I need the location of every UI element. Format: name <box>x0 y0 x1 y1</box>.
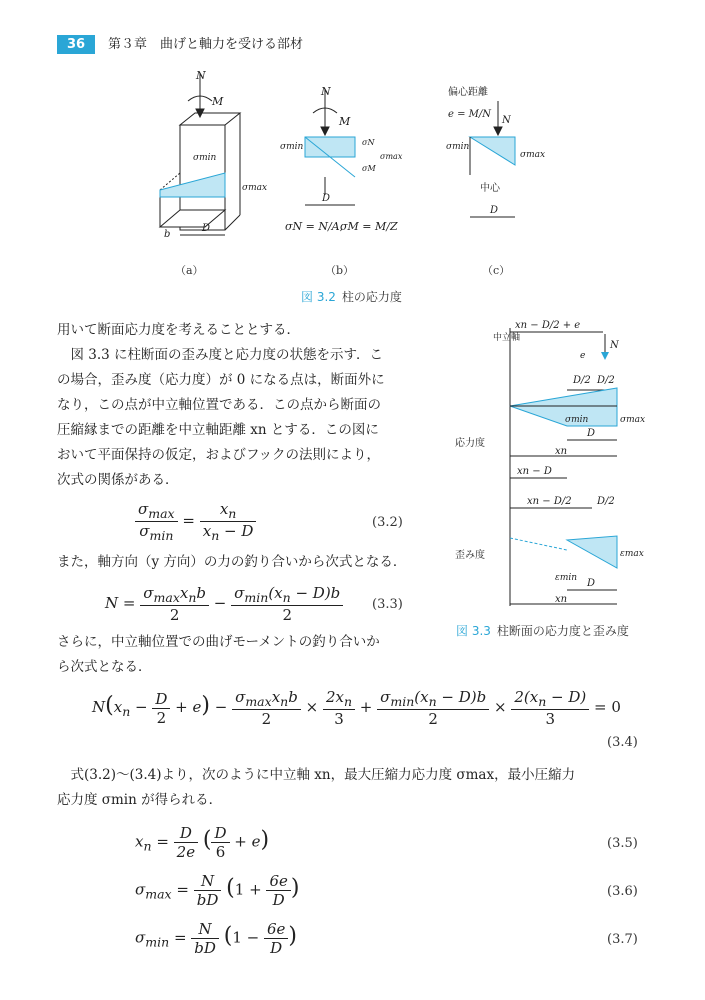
equation-number-3-7: (3.7) <box>607 932 638 947</box>
equation-3-7: $\sigma_{min}$ = $\frac{N}{bD}$ (1 − $\frac{6e}{D}$ ) <box>135 920 297 957</box>
label-D-3-3-2: D <box>587 578 596 589</box>
label-strain: 歪み度 <box>455 550 485 561</box>
paragraph-2-line-3: なり，この点が中立軸位置である．この点から断面の <box>57 397 381 413</box>
label-sigma-N: σN <box>362 138 375 147</box>
equation-3-3: N = $\frac{\sigma_{max}x_nb}{2}$ − $\frac{\sigma_{min}(x_n - D)b}{2}$ <box>105 584 343 624</box>
label-b-a: b <box>164 229 171 240</box>
equation-number-3-4: (3.4) <box>607 735 638 750</box>
label-N-a: N <box>196 69 206 82</box>
label-sigma-max-a: σmax <box>242 183 268 193</box>
label-sigma-min-a: σmin <box>193 153 217 163</box>
figure-3-2 <box>130 65 550 280</box>
label-eps-max: εmax <box>620 549 644 559</box>
label-N-b: N <box>321 85 331 98</box>
caption-label: 図 3.2 <box>301 290 336 304</box>
label-D-3-3-1: D <box>587 428 596 439</box>
caption-text: 柱の応力度 <box>341 290 402 304</box>
label-e-3-3: e <box>580 351 586 361</box>
paragraph-4-line-1: さらに，中立軸位置での曲げモーメントの釣り合いか <box>57 634 380 650</box>
label-D-b: D <box>322 193 331 204</box>
label-stress: 応力度 <box>455 438 485 449</box>
paragraph-5-line-1: 式(3.2)～(3.4)より，次のように中立軸 xn，最大圧縮力応力度 σmax，最小圧縮力 <box>70 767 576 783</box>
page-number: 36 <box>57 35 95 54</box>
label-eps-min: εmin <box>555 573 578 583</box>
label-half-D-3: D/2 <box>597 496 615 507</box>
caption-label-3-3: 図 3.3 <box>456 624 491 638</box>
paragraph-2-line-5: おいて平面保持の仮定，およびフックの法則により， <box>57 447 381 463</box>
formula-sigma-N: σN = N/A, <box>285 220 344 233</box>
chapter-title: 第３章 曲げと軸力を受ける部材 <box>108 37 304 52</box>
figure-3-2b <box>280 85 403 233</box>
paragraph-1: 用いて断面応力度を考えることとする． <box>57 322 300 338</box>
label-center: 中心 <box>480 183 500 194</box>
label-sigma-min-b: σmin <box>280 142 304 152</box>
sublabel-b: （b） <box>325 264 355 277</box>
equation-3-2: $\frac{\sigma_{max}}{\sigma_{min}}$ = $\frac{x_n}{x_n - D}$ <box>135 500 256 543</box>
label-xn-minus-half-D: xn − D/2 <box>527 496 572 507</box>
paragraph-2-line-6: 次式の関係がある． <box>57 472 179 488</box>
equation-3-4: $N(x_n$ − $\frac{D}{2}$ + e) − $\frac{\sigma_{max}x_nb}{2}$ × $\frac{2x_n}{3}$ + $\frac{\sigma_{min}(x_n - D)b}{2}$ × $\frac{2(x_n - D)}{3}$ = 0 <box>92 688 621 728</box>
figure-3-2c <box>446 85 545 217</box>
label-sigma-max-c: σmax <box>520 150 546 160</box>
figure-3-2a <box>160 69 267 240</box>
label-N-c: N <box>502 115 511 126</box>
label-sigma-max-3-3: σmax <box>620 415 646 425</box>
paragraph-2-line-2: の場合，歪み度（応力度）が 0 になる点は，断面外に <box>57 372 385 388</box>
label-sigma-max-b: σmax <box>380 152 403 161</box>
paragraph-2-line-4: 圧縮縁までの距離を中立軸距離 xn とする．この図に <box>57 422 379 438</box>
paragraph-5-line-2: 応力度 σmin が得られる． <box>57 792 223 808</box>
formula-sigma-M: σM = M/Z <box>340 220 398 233</box>
label-xn-2: xn <box>555 594 568 605</box>
paragraph-3: また，軸方向（y 方向）の力の釣り合いから次式となる． <box>57 554 407 570</box>
label-half-D-2: D/2 <box>597 375 615 386</box>
label-eccentric: 偏心距離 <box>448 87 488 98</box>
label-D-c: D <box>490 205 499 216</box>
paragraph-2-line-1: 図 3.3 に柱断面の歪み度と応力度の状態を示す．こ <box>70 347 383 363</box>
label-sigma-min-3-3: σmin <box>565 415 589 425</box>
label-neutral-axis: 中立軸 <box>493 333 521 343</box>
sublabel-c: （c） <box>482 264 511 277</box>
body-left <box>57 318 437 493</box>
figure-3-3 <box>455 318 675 618</box>
figure-3-2-caption <box>301 288 402 305</box>
label-M-a: M <box>212 95 224 108</box>
label-half-D-1: D/2 <box>573 375 591 386</box>
figure-3-3-caption <box>456 622 629 639</box>
label-D-a: D <box>202 223 211 234</box>
paragraph-5 <box>57 763 677 813</box>
label-M-b: M <box>339 115 351 128</box>
equation-number-3-5: (3.5) <box>607 836 638 851</box>
label-xn-minus-D: xn − D <box>517 466 552 477</box>
equation-number-3-2: (3.2) <box>372 515 403 530</box>
label-sigma-min-c: σmin <box>446 142 470 152</box>
label-e-formula: e = M/N <box>448 109 492 120</box>
caption-text-3-3: 柱断面の応力度と歪み度 <box>496 624 629 638</box>
sublabel-a: （a） <box>175 264 204 277</box>
label-N-3-3: N <box>610 340 619 351</box>
equation-number-3-6: (3.6) <box>607 884 638 899</box>
equation-3-5: $x_n$ = $\frac{D}{2e}$ ( $\frac{D}{6}$ + e) <box>135 824 270 861</box>
label-sigma-M: σM <box>362 164 376 173</box>
label-top-dim: xn − D/2 + e <box>515 320 581 331</box>
label-xn-1: xn <box>555 446 568 457</box>
paragraph-4-line-2: ら次式となる． <box>57 659 152 675</box>
paragraph-4 <box>57 630 380 680</box>
equation-number-3-3: (3.3) <box>372 597 403 612</box>
equation-3-6: $\sigma_{max}$ = $\frac{N}{bD}$ (1 + $\frac{6e}{D}$ ) <box>135 872 300 909</box>
